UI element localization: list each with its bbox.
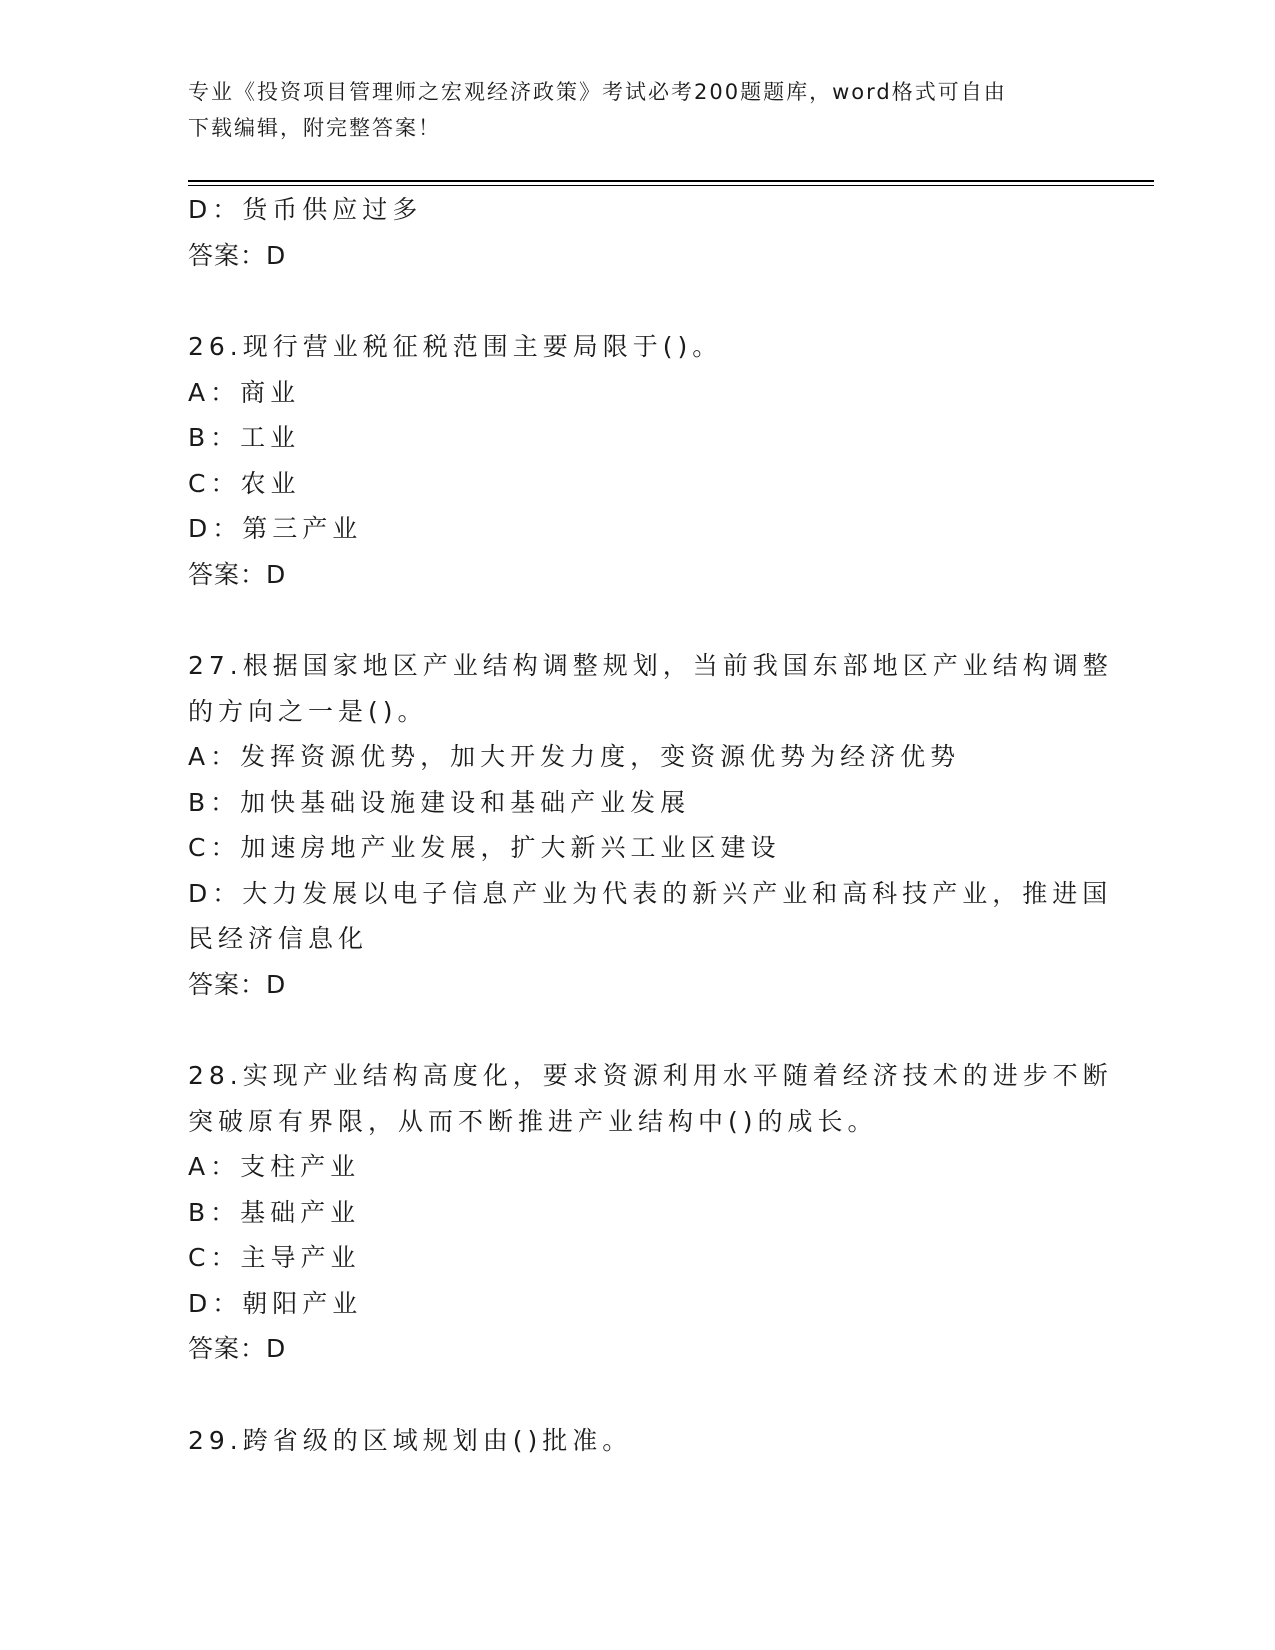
option-d: D：货币供应过多 xyxy=(188,195,423,224)
question-text: 27.根据国家地区产业结构调整规划，当前我国东部地区产业结构调整 xyxy=(188,651,1113,680)
option-a: A：发挥资源优势，加大开发力度，变资源优势为经济优势 xyxy=(188,742,961,771)
option-d: D：大力发展以电子信息产业为代表的新兴产业和高科技产业，推进国 xyxy=(188,878,1113,908)
option-a: A：支柱产业 xyxy=(188,1152,361,1181)
option-c: C：农业 xyxy=(188,468,301,498)
answer-line: 答案：D xyxy=(188,969,287,999)
option-b: B：基础产业 xyxy=(188,1197,361,1227)
question-block-26 xyxy=(188,324,1088,597)
option-d: D：朝阳产业 xyxy=(188,1288,363,1318)
question-text: 28.实现产业结构高度化，要求资源利用水平随着经济技术的进步不断 xyxy=(188,1061,1113,1090)
header-line-1: 专业《投资项目管理师之宏观经济政策》考试必考200题题库，word格式可自由 xyxy=(188,80,1007,104)
document-header xyxy=(188,74,1068,146)
header-divider-thick xyxy=(188,180,1154,182)
option-a: A：商业 xyxy=(188,377,301,407)
option-c: C：主导产业 xyxy=(188,1243,361,1272)
answer-line: 答案：D xyxy=(188,1334,287,1363)
header-divider-thin xyxy=(188,185,1154,186)
option-b: B：工业 xyxy=(188,423,301,452)
option-d-continued: 民经济信息化 xyxy=(188,924,369,953)
answer-line: 答案：D xyxy=(188,559,287,589)
option-c: C：加速房地产业发展，扩大新兴工业区建设 xyxy=(188,833,781,862)
question-block-25 xyxy=(188,187,1088,278)
question-block-28 xyxy=(188,1053,1113,1372)
option-d: D：第三产业 xyxy=(188,514,363,543)
answer-line: 答案：D xyxy=(188,240,287,270)
question-text: 26.现行营业税征税范围主要局限于()。 xyxy=(188,332,723,361)
question-block-27 xyxy=(188,643,1113,1007)
question-list xyxy=(188,187,1113,1463)
option-b: B：加快基础设施建设和基础产业发展 xyxy=(188,787,691,817)
question-text-continued: 突破原有界限，从而不断推进产业结构中()的成长。 xyxy=(188,1106,878,1136)
header-line-2: 下载编辑，附完整答案！ xyxy=(188,116,441,140)
question-text: 29.跨省级的区域规划由()批准。 xyxy=(188,1425,633,1455)
question-block-29 xyxy=(188,1418,1088,1464)
question-text-continued: 的方向之一是()。 xyxy=(188,696,428,726)
